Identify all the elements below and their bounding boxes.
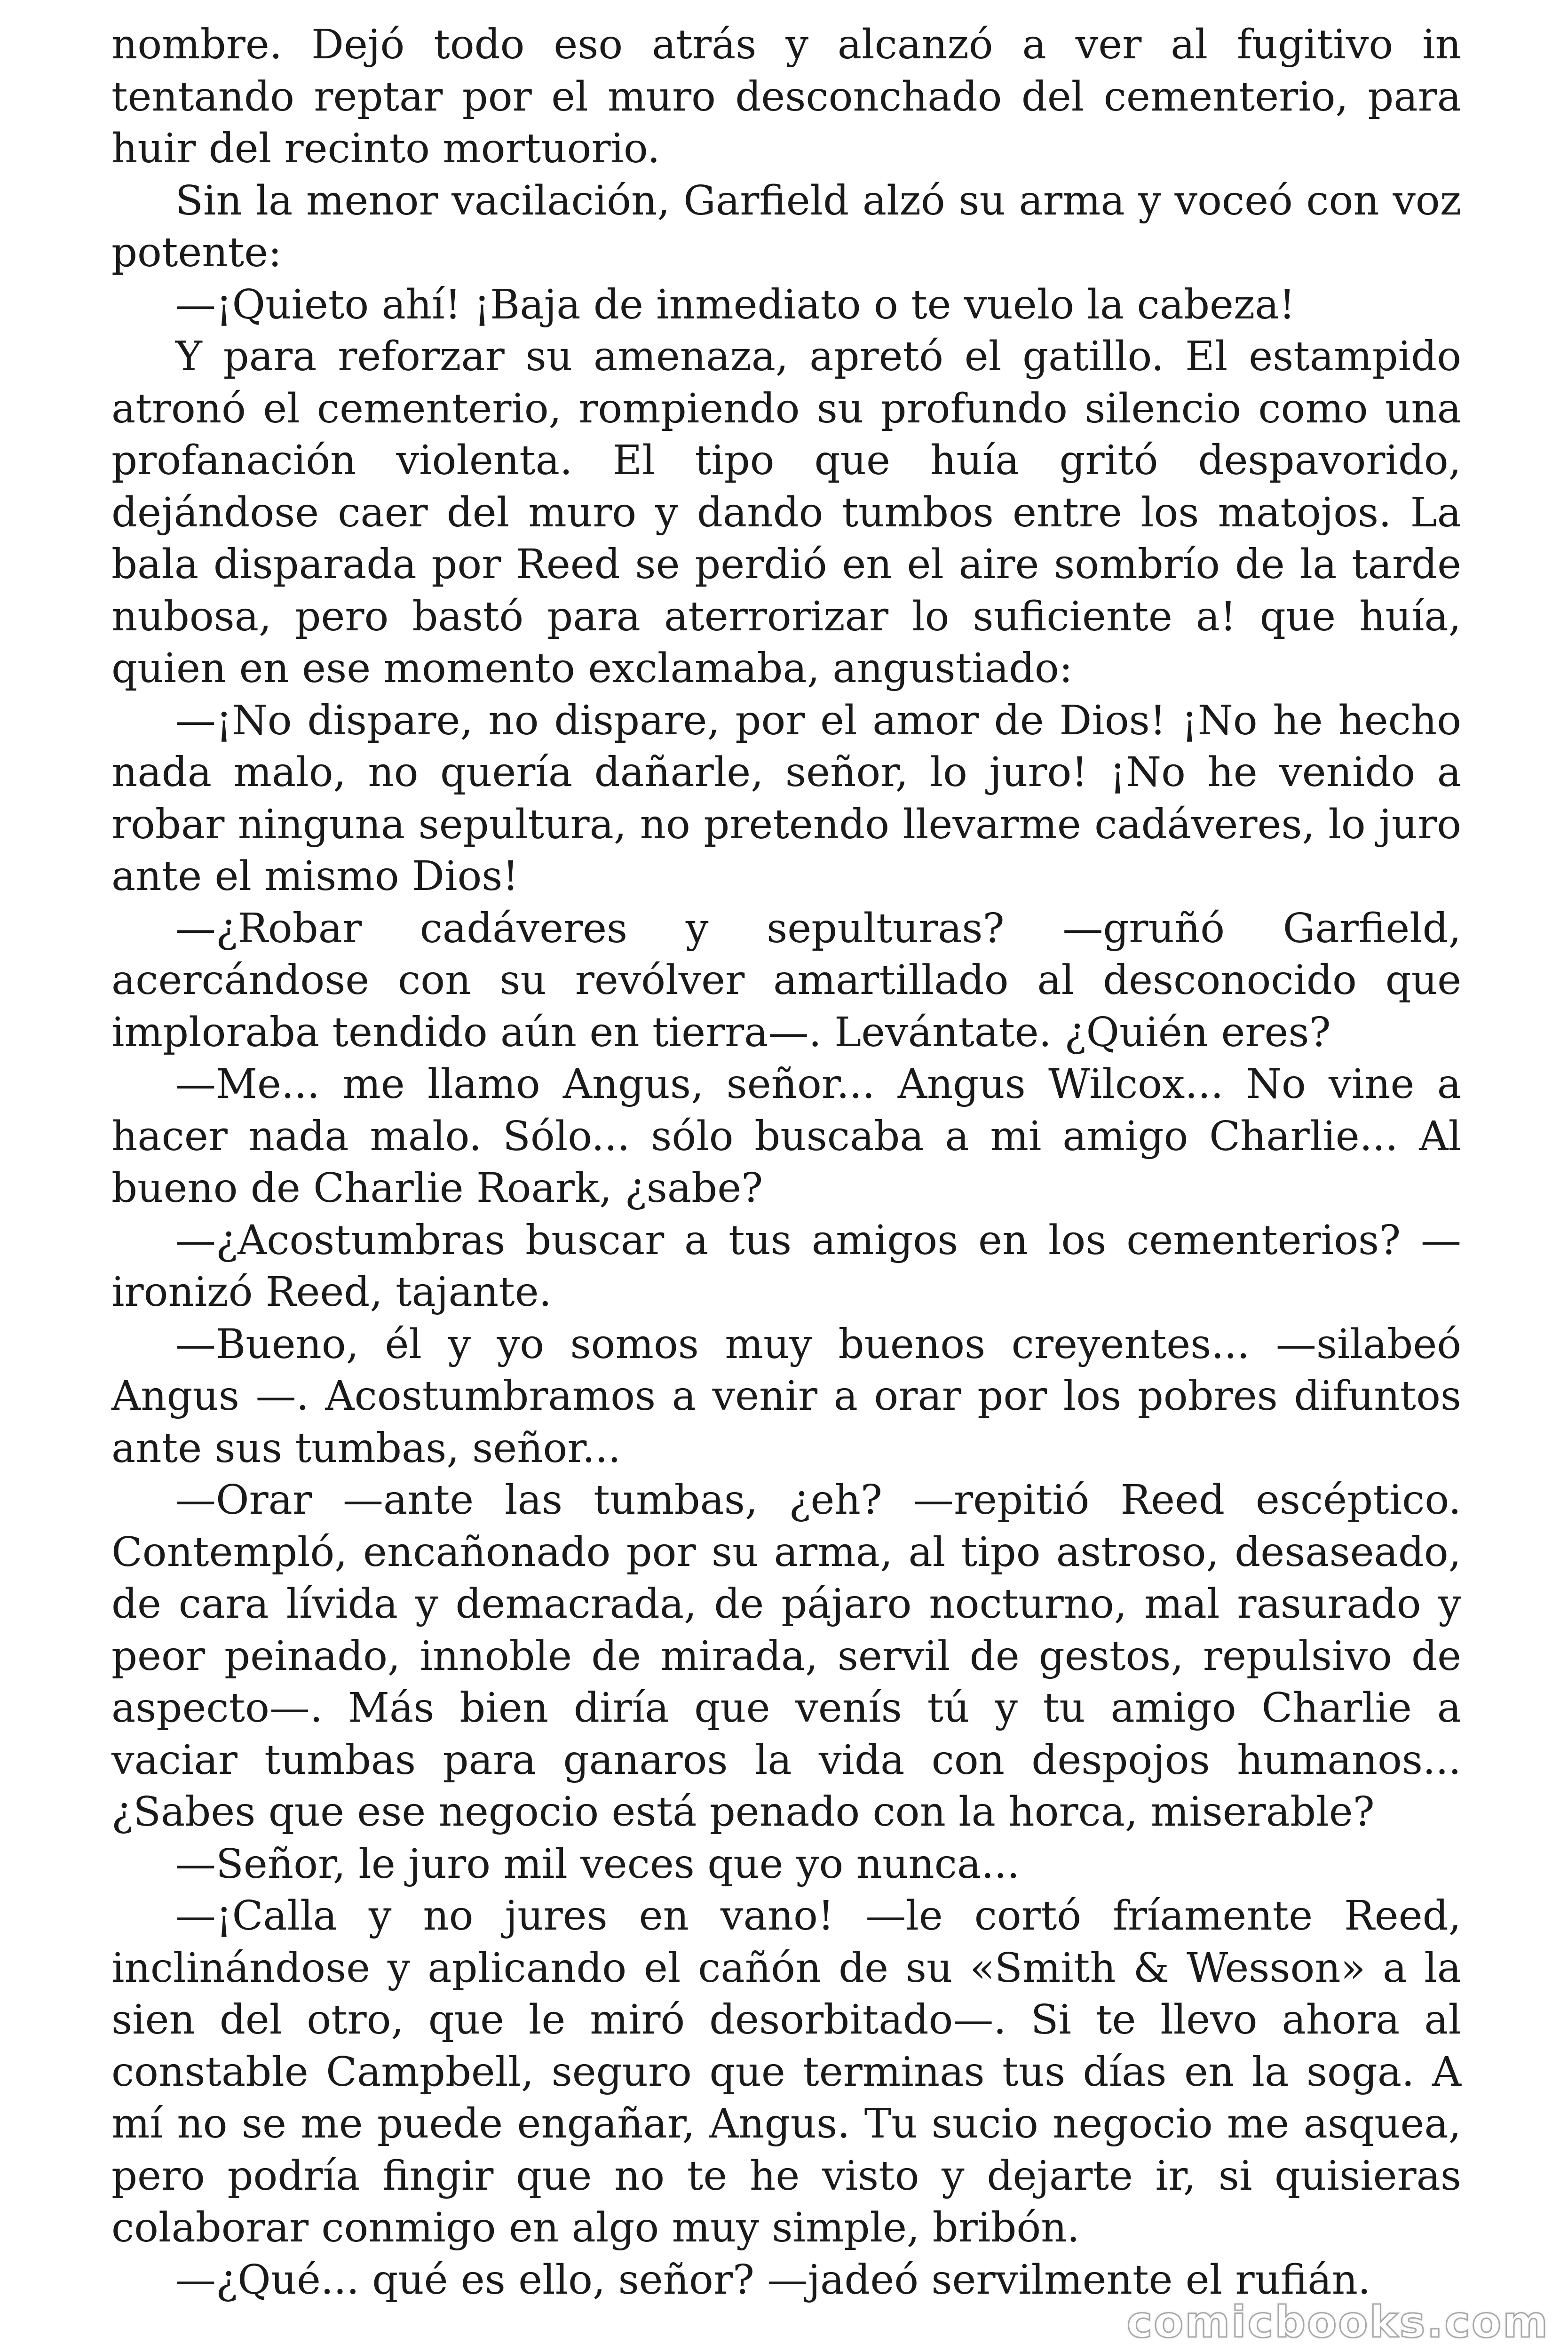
paragraph-10: —Orar —ante las tumbas, ¿eh? —repitió Reed escéptico. Contempló, encañonado por su arma, al tipo astroso, desaseado, de cara lívida y demacrada, de pájaro nocturno, mal rasurado y peor peinado, innoble de mirada, servil de gestos, repulsivo de aspecto—. Más bien diría que venís tú y tu amigo Charlie a vaciar tumbas para ganaros la vida con despojos humanos... ¿Sabes que ese negocio está penado con la horca, miserable?: [111, 1477, 1461, 1836]
paragraph-9: —Bueno, él y yo somos muy buenos creyentes... —silabeó Angus —. Acostumbramos a venir a orar por los pobres difuntos ante sus tumbas, señor...: [111, 1320, 1461, 1472]
paragraph-5: —¡No dispare, no dispare, por el amor de Dios! ¡No he hecho nada malo, no quería dañarle, señor, lo juro! ¡No he venido a robar ninguna sepultura, no pretendo llevarme cadáveres, lo juro ante el mismo Dios!: [111, 697, 1461, 900]
paragraph-1: nombre. Dejó todo eso atrás y alcanzó a ver al fugitivo in tentando reptar por el muro desconchado del cementerio, para huir del recinto mortuorio.: [111, 21, 1461, 172]
watermark: comicbooks.com: [1126, 2297, 1549, 2347]
paragraph-13: —¿Qué... qué es ello, señor? —jadeó servilmente el rufián.: [175, 2256, 1371, 2304]
paragraph-6: —¿Robar cadáveres y sepulturas? —gruñó Garfield, acercándose con su revólver amartillado al desconocido que imploraba tendido aún en tierra—. Levántate. ¿Quién eres?: [111, 905, 1461, 1056]
paragraph-4: Y para reforzar su amenaza, apretó el gatillo. El estampido atronó el cementerio, rompiendo su profundo silencio como una profanación violenta. El tipo que huía gritó despavorido, dejándose caer del muro y dando tumbos entre los matojos. La bala disparada por Reed se perdió en el aire sombrío de la tarde nubosa, pero bastó para aterrorizar lo suficiente a! que huía, quien en ese momento exclamaba, angustiado:: [111, 333, 1461, 692]
paragraph-8: —¿Acostumbras buscar a tus amigos en los cementerios? —ironizó Reed, tajante.: [111, 1216, 1461, 1316]
paragraph-11: —Señor, le juro mil veces que yo nunca...: [175, 1840, 1020, 1888]
paragraph-7: —Me... me llamo Angus, señor... Angus Wilcox... No vine a hacer nada malo. Sólo... sólo buscaba a mi amigo Charlie... Al bueno de Charlie Roark, ¿sabe?: [111, 1061, 1461, 1212]
paragraph-2: Sin la menor vacilación, Garfield alzó su arma y voceó con voz potente:: [111, 177, 1461, 276]
paragraph-3: —¡Quieto ahí! ¡Baja de inmediato o te vuelo la cabeza!: [175, 281, 1296, 328]
body-text: [111, 19, 1461, 2306]
paragraph-12: —¡Calla y no jures en vano! —le cortó fríamente Reed, inclinándose y aplicando el cañón de su «Smith & Wesson» a la sien del otro, que le miró desorbitado—. Si te llevo ahora al constable Campbell, seguro que terminas tus días en la soga. A mí no se me puede engañar, Angus. Tu sucio negocio me asquea, pero podría fingir que no te he visto y dejarte ir, si quisieras colaborar conmigo en algo muy simple, bribón.: [111, 1892, 1461, 2251]
